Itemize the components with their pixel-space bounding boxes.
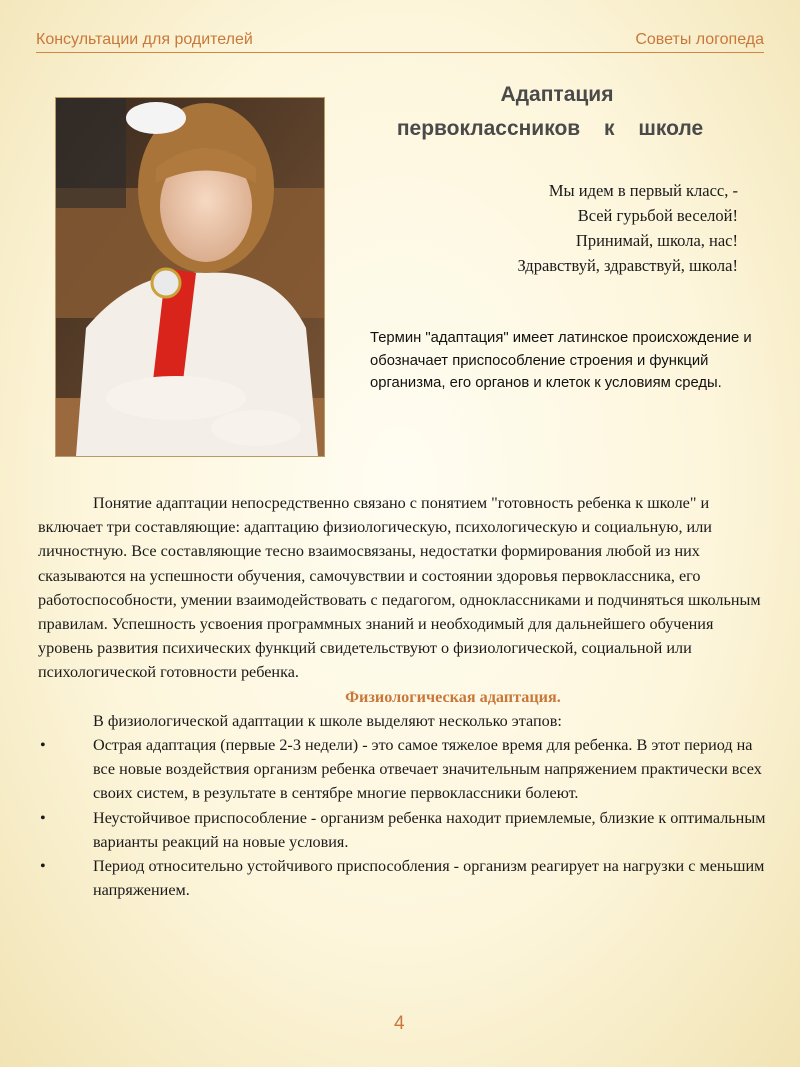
term-definition: Термин "адаптация" имеет латинское происхождение и обозначает приспособление строения и функций организма, его органов и клеток к условиям среды. [370, 330, 752, 391]
list-item-text: Острая адаптация (первые 2-3 недели) - это самое тяжелое время для ребенка. В этот период на все новые воздействия организм ребенка отвечает значительным напряжением практически всех своих систем, в результате в сентябре многие первоклассники болеют. [93, 736, 762, 803]
title-line-1: Адаптация [500, 83, 614, 106]
page-number: 4 [394, 1013, 405, 1034]
main-paragraph: Понятие адаптации непосредственно связано с понятием "готовность ребенка к школе" и включает три составляющие: адаптацию физиологическую, психологическую и социальную, или личностную. Все составляющие тесно взаимосвязаны, недостатки формирования любой из них сказываются на успешности обучения, самочувствии и состоянии здоровья первоклассника, его работоспособности, умении взаимодействовать с педагогом, одноклассниками и подчиняться школьным правилам. Успешность усвоения программных знаний и необходимый для дальнейшего обучения уровень развития психических функций свидетельствуют о физиологической, социальной или психологической готовности ребенка. [38, 494, 761, 682]
page-title [340, 78, 760, 146]
section-heading: Физиологическая адаптация. [345, 687, 561, 706]
header-category: Консультации для родителей [36, 31, 253, 48]
list-item-text: Период относительно устойчивого приспособления - организм реагирует на нагрузки с меньшим напряжением. [93, 857, 765, 900]
list-item [38, 806, 768, 854]
header-topic: Советы логопеда [635, 31, 764, 48]
list-item [38, 854, 768, 902]
bullet-icon: • [40, 736, 46, 755]
title-line-2: первоклассников к школе [396, 117, 704, 140]
poem-line: Здравствуй, здравствуй, школа! [517, 256, 738, 275]
page-header [36, 30, 764, 53]
bullet-icon: • [40, 808, 46, 827]
poem-line: Мы идем в первый класс, - [548, 181, 738, 200]
poem-line: Принимай, школа, нас! [575, 231, 738, 250]
stages-list [38, 733, 768, 902]
photo-illustration [56, 98, 324, 456]
list-item [38, 733, 768, 806]
bullet-icon: • [40, 857, 46, 876]
poem [517, 178, 738, 278]
list-item-text: Неустойчивое приспособление - организм ребенка находит приемлемые, близкие к оптимальным варианты реакций на новые условия. [93, 808, 766, 851]
poem-line: Всей гурьбой веселой! [577, 206, 738, 225]
girl-photo [55, 97, 325, 457]
article-body [38, 491, 768, 902]
section-intro: В физиологической адаптации к школе выделяют несколько этапов: [93, 711, 562, 730]
